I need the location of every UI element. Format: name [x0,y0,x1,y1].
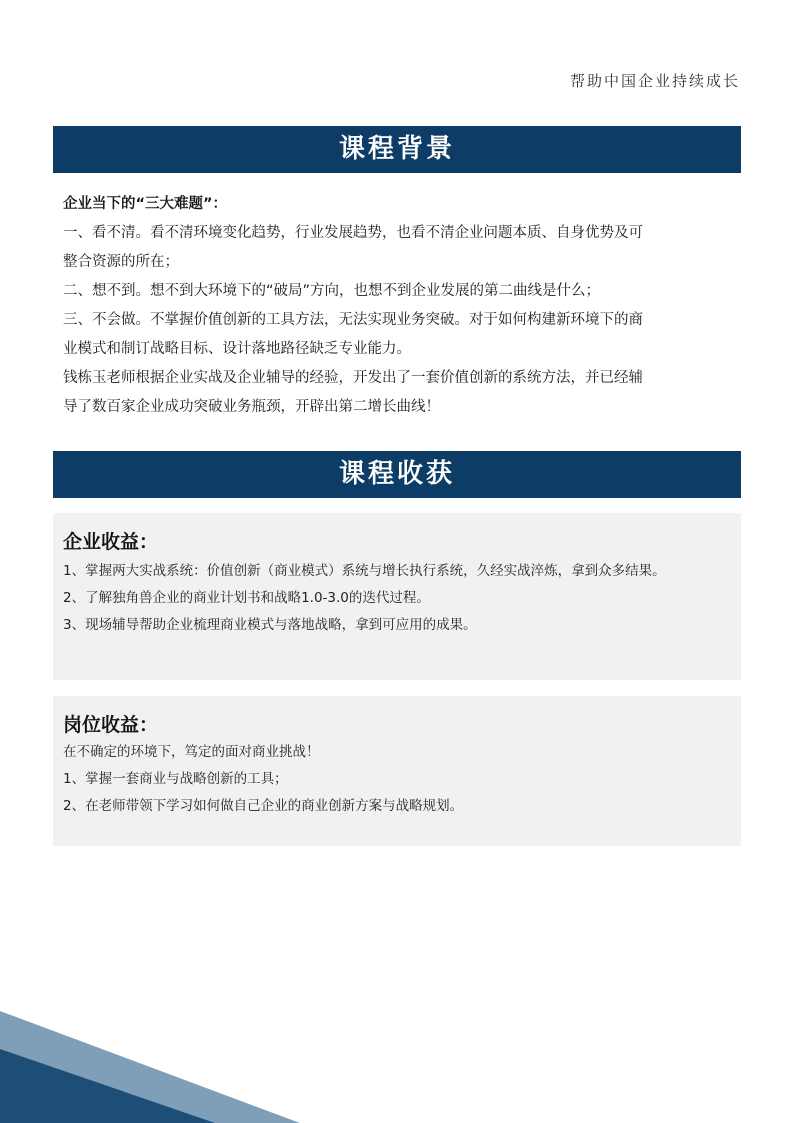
background-text-block [63,190,733,422]
background-line: 导了数百家企业成功突破业务瓶颈，开辟出第二增长曲线！ [63,399,440,415]
background-lead: 企业当下的“三大难题”： [63,196,228,212]
background-line: 一、看不清。看不清环境变化趋势，行业发展趋势，也看不清企业问题本质、自身优势及可 [63,225,643,241]
background-line: 二、想不到。想不到大环境下的“破局”方向，也想不到企业发展的第二曲线是什么； [63,283,601,299]
background-line: 钱栋玉老师根据企业实战及企业辅导的经验，开发出了一套价值创新的系统方法，并已经辅 [63,370,643,386]
list-item: 2、在老师带领下学习如何做自己企业的商业创新方案与战略规划。 [63,798,464,814]
corner-decoration [0,1011,300,1123]
list-item: 1、掌握一套商业与战略创新的工具； [63,771,288,787]
section-title-background: 课程背景 [53,126,741,173]
position-gains-title: 岗位收益： [63,714,159,736]
list-item: 3、现场辅导帮助企业梳理商业模式与落地战略，拿到可应用的成果。 [63,617,477,633]
section-title-gains: 课程收获 [53,451,741,498]
list-item: 2、了解独角兽企业的商业计划书和战略1.0-3.0的迭代过程。 [63,590,430,606]
enterprise-gains-list [63,558,666,639]
position-gains-list [63,739,463,820]
list-item: 在不确定的环境下，笃定的面对商业挑战！ [63,744,320,760]
header-tagline: 帮助中国企业持续成长 [569,72,740,90]
background-line: 三、不会做。不掌握价值创新的工具方法，无法实现业务突破。对于如何构建新环境下的商 [63,312,643,328]
enterprise-gains-title: 企业收益： [63,531,159,553]
enterprise-gains-card [53,513,741,680]
background-line: 业模式和制订战略目标、设计落地路径缺乏专业能力。 [63,341,411,357]
list-item: 1、掌握两大实战系统：价值创新（商业模式）系统与增长执行系统，久经实战淬炼，拿到众多结果。 [63,563,666,579]
position-gains-card [53,696,741,846]
background-line: 整合资源的所在； [63,254,179,270]
